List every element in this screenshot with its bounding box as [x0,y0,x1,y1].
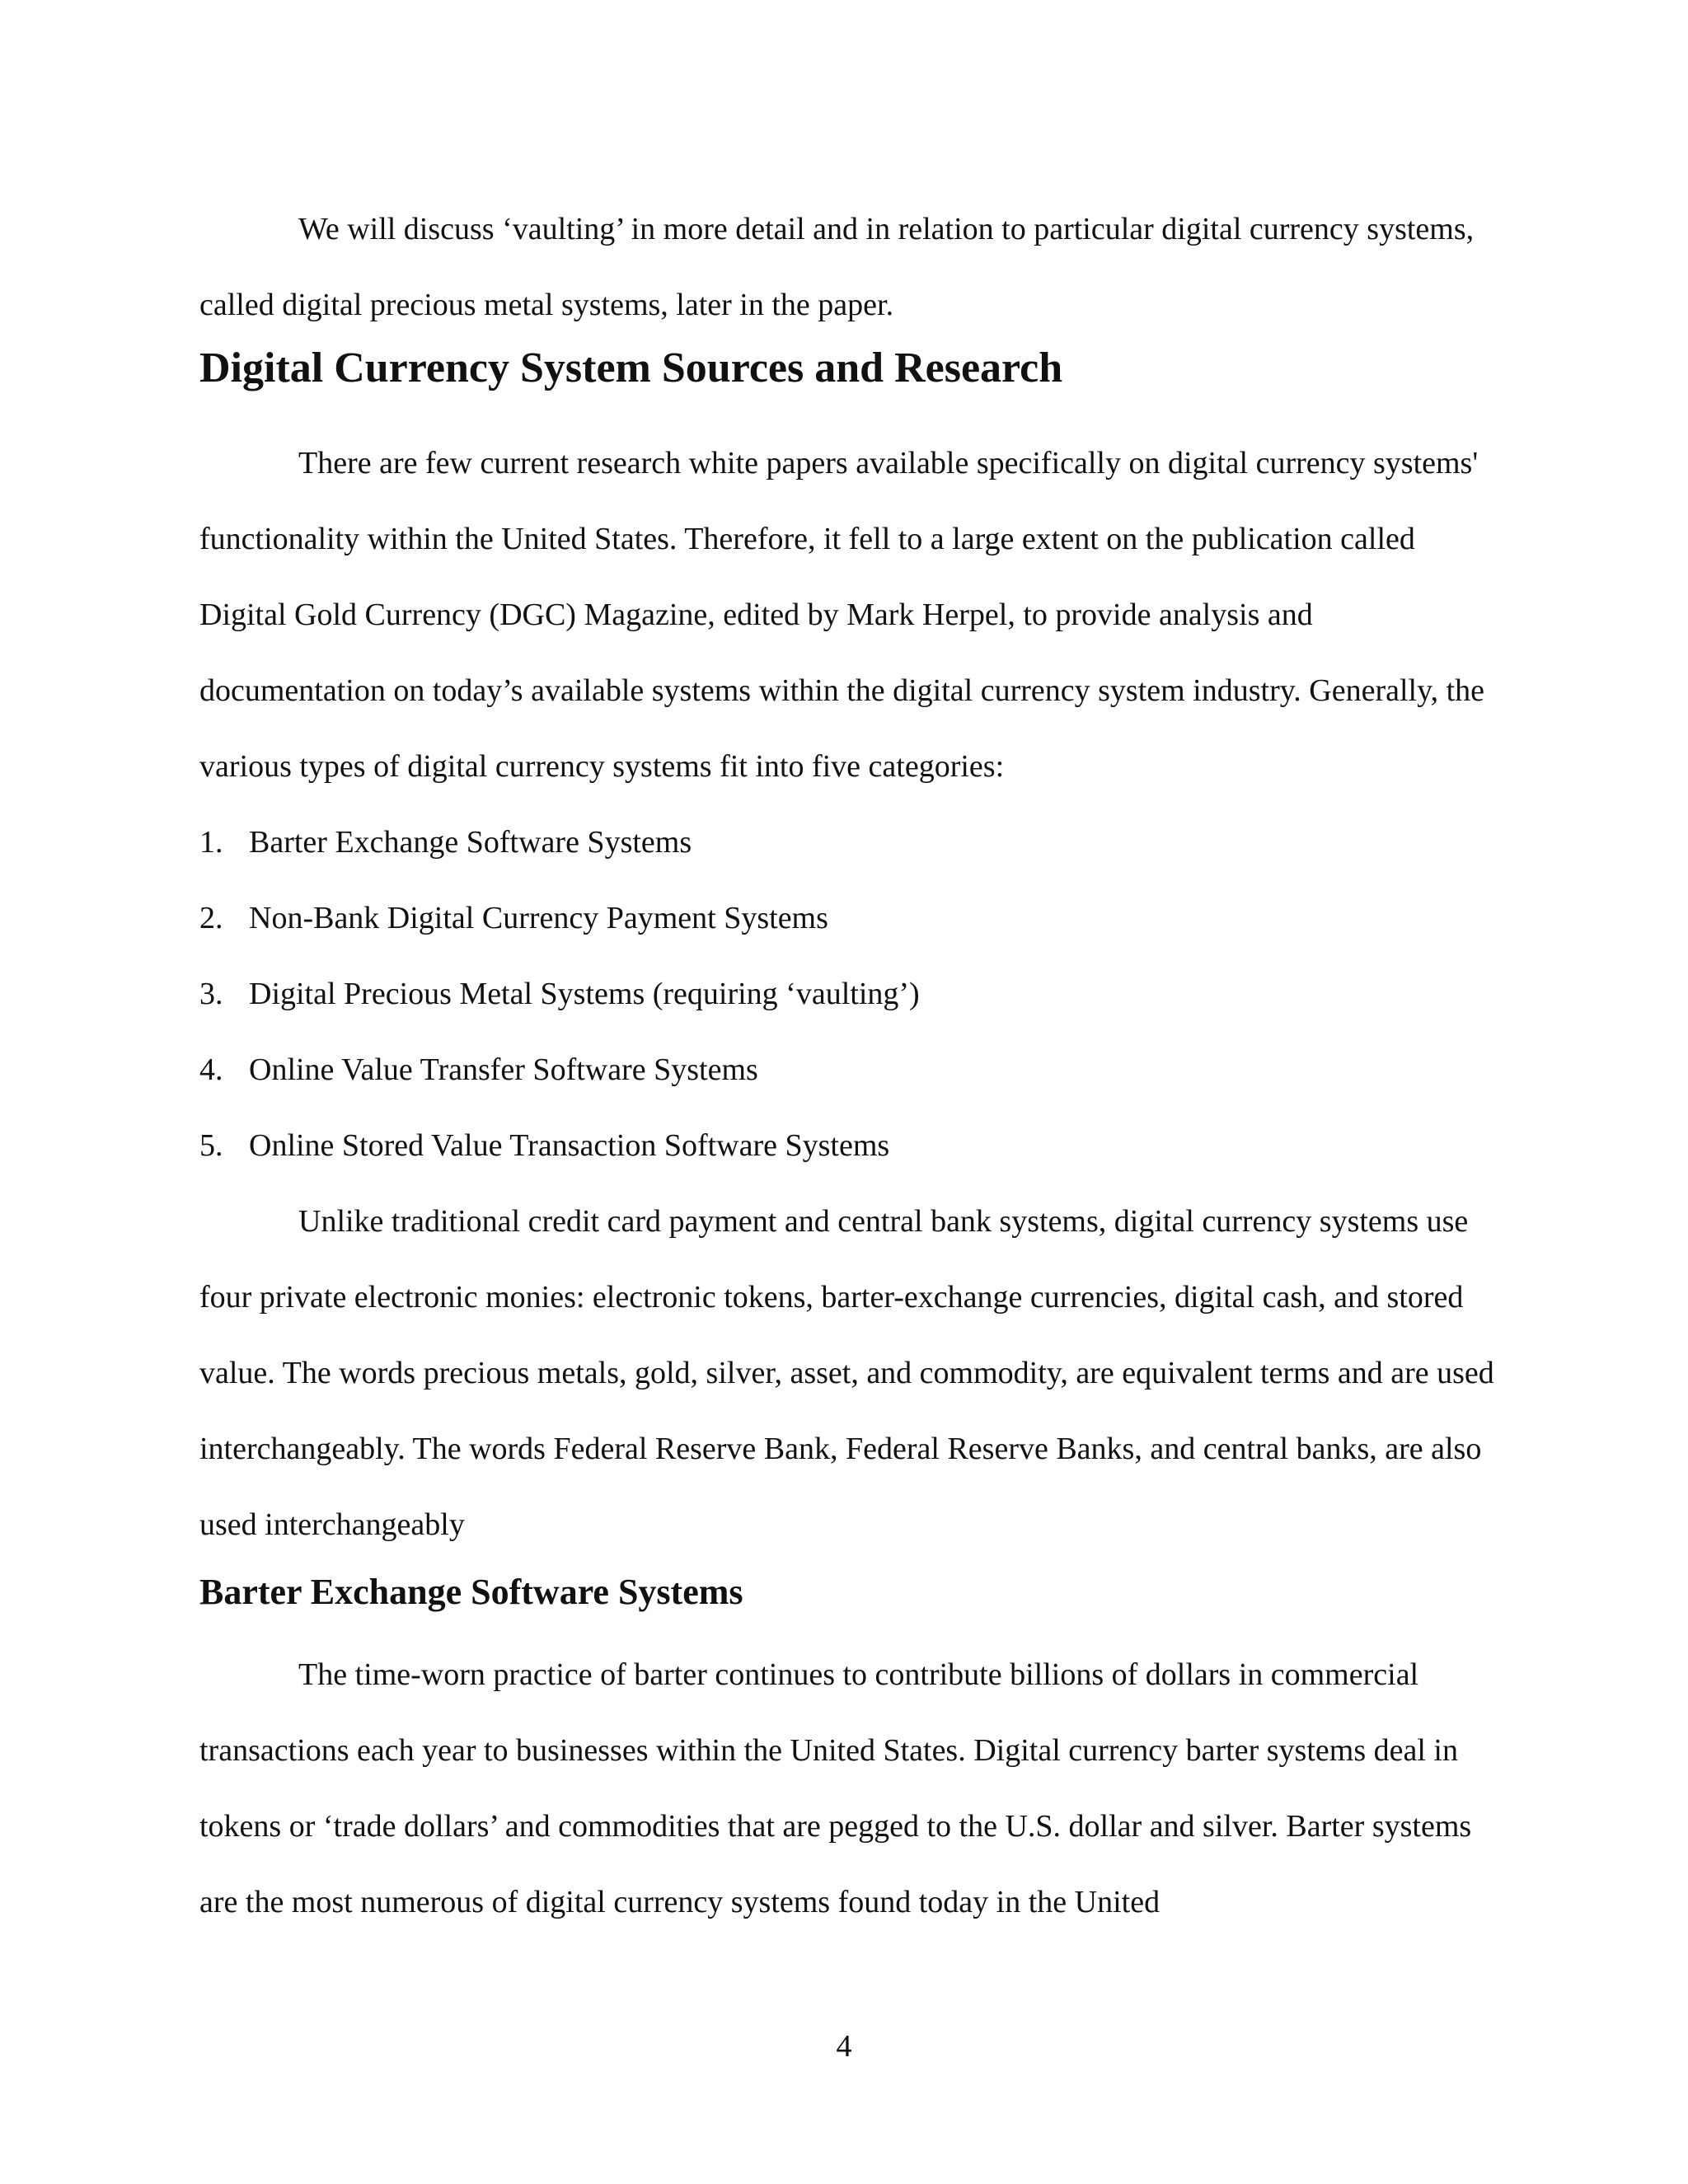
list-item-number: 5. [199,1128,223,1163]
list-item-label: Barter Exchange Software Systems [249,825,692,860]
list-item [199,880,1502,956]
intro-paragraph: We will discuss ‘vaulting’ in more detail and in relation to particular digital currency systems, called digital precious metal systems, later in the paper. [199,212,1475,322]
section-paragraph-1: There are few current research white papers available specifically on digital currency systems' functionality within the United States. Therefore, it fell to a large extent on the publication called Digital Gold Currency (DGC) Magazine, edited by Mark Herpel, to provide analysis and documentation on today’s available systems within the digital currency system industry. Generally, the various types of digital currency systems fit into five categories: [199,446,1485,784]
list-item-label: Non-Bank Digital Currency Payment Systems [249,901,828,935]
subsection-paragraph: The time-worn practice of barter continues to contribute billions of dollars in commercial transactions each year to businesses within the United States. Digital currency barter systems deal in tokens or ‘trade dollars’ and commodities that are pegged to the U.S. dollar and silver. Barter systems are the most numerous of digital currency systems found today in the United [199,1657,1472,1919]
subsection-heading: Barter Exchange Software Systems [199,1572,743,1612]
page-number: 4 [836,2029,852,2064]
list-item [199,804,1502,880]
list-item-number: 3. [199,977,223,1011]
list-item-label: Online Stored Value Transaction Software Systems [249,1128,890,1163]
list-item-label: Online Value Transfer Software Systems [249,1052,758,1087]
page-body [199,191,1502,1940]
section-heading: Digital Currency System Sources and Research [199,344,1063,391]
list-item-label: Digital Precious Metal Systems (requiring ‘vaulting’) [249,977,920,1011]
section-paragraph-2: Unlike traditional credit card payment and central bank systems, digital currency systems use four private electronic monies: electronic tokens, barter-exchange currencies, digital cash, and stored value. The words precious metals, gold, silver, asset, and commodity, are equivalent terms and are used interchangeably. The words Federal Reserve Bank, Federal Reserve Banks, and central banks, are also used interchangeably [199,1204,1494,1542]
categories-list [199,804,1502,1183]
list-item [199,956,1502,1032]
list-item [199,1032,1502,1108]
list-item-number: 1. [199,825,223,860]
list-item-number: 4. [199,1052,223,1087]
list-item [199,1108,1502,1183]
list-item-number: 2. [199,901,223,935]
